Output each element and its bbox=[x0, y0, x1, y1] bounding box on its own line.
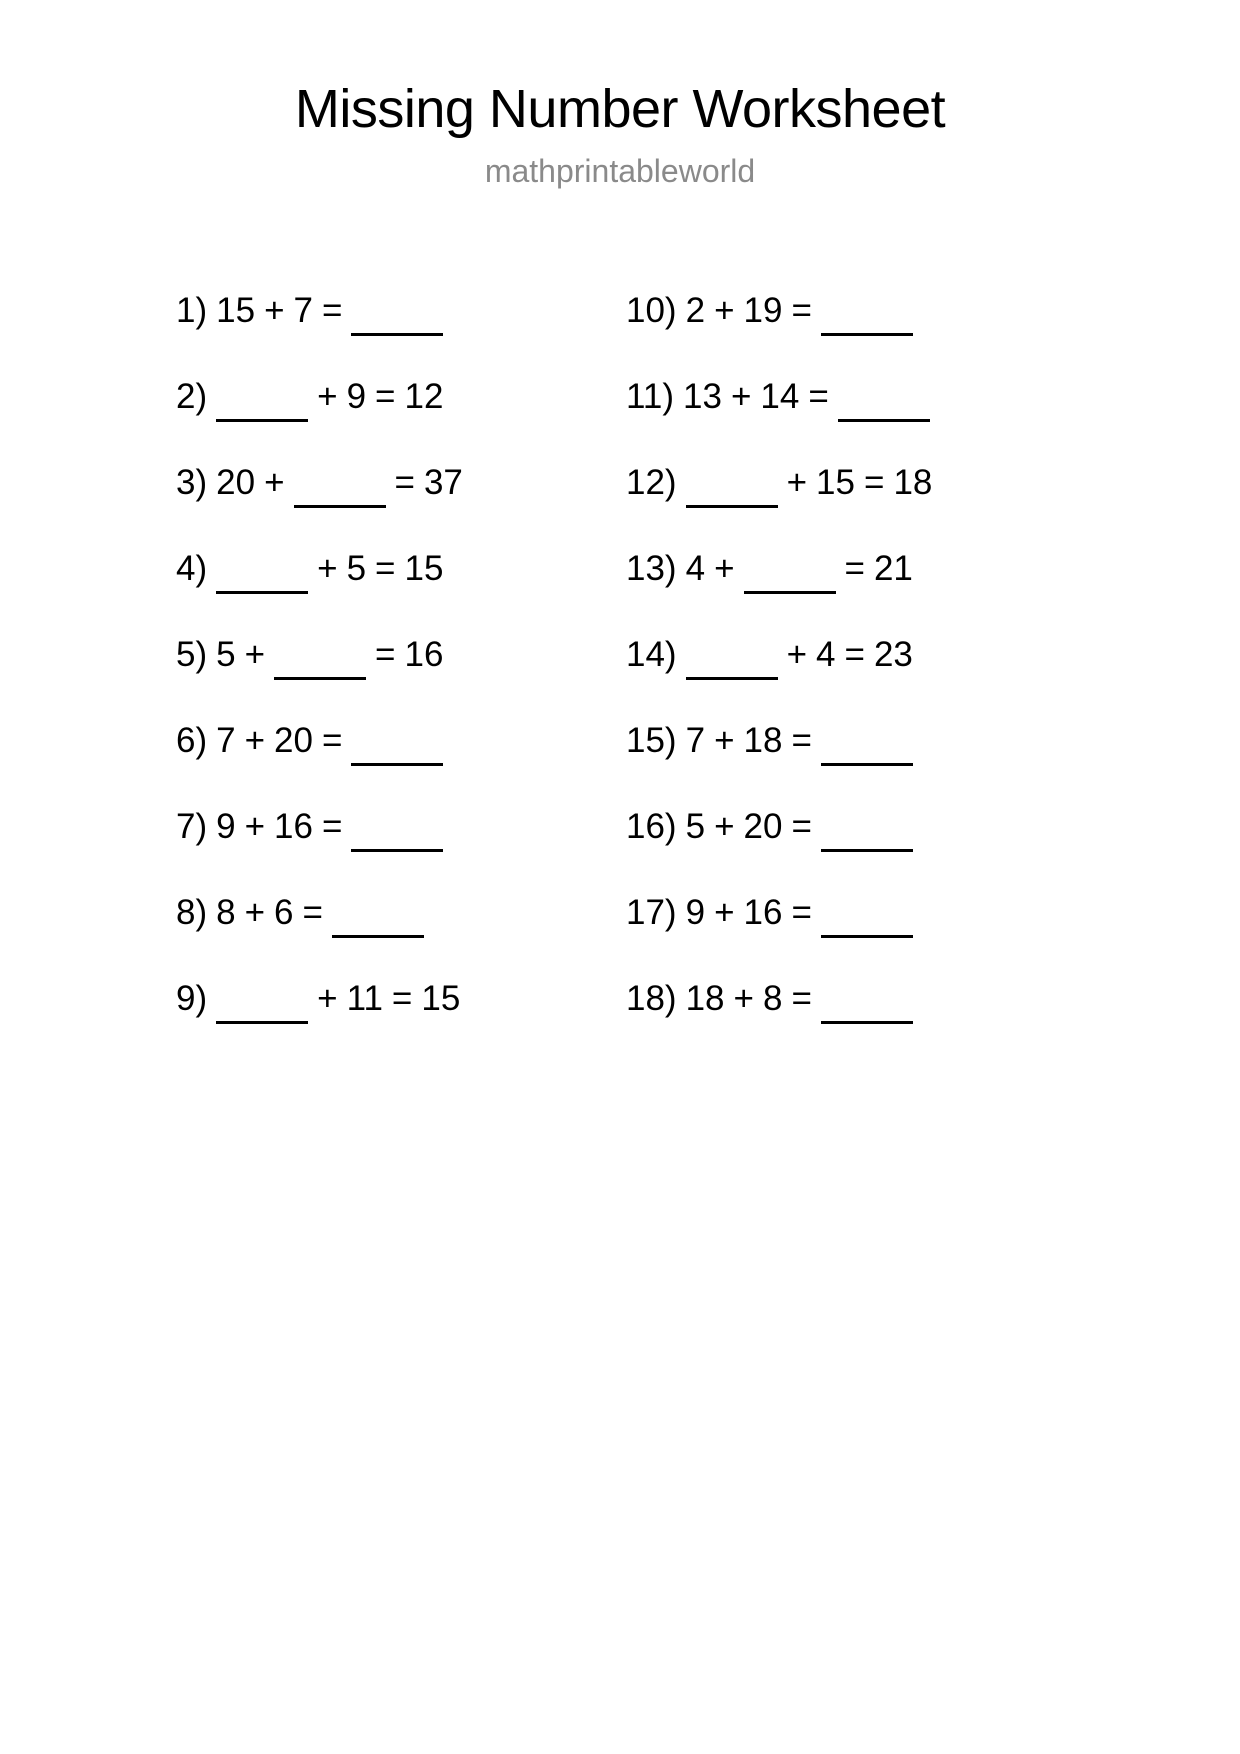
problem-row bbox=[176, 551, 626, 637]
plus-operator: + bbox=[714, 721, 735, 761]
problem-number: 14) bbox=[626, 635, 677, 675]
plus-operator: + bbox=[264, 463, 285, 503]
equals-operator: = bbox=[844, 635, 865, 675]
problem-number: 5) bbox=[176, 635, 208, 675]
problem-expression bbox=[626, 635, 922, 675]
left-column bbox=[176, 293, 626, 1067]
equals-operator: = bbox=[375, 549, 396, 589]
problem-expression bbox=[176, 979, 469, 1019]
answer-blank-result[interactable] bbox=[821, 763, 913, 766]
problem-expression bbox=[176, 549, 452, 589]
worksheet-header bbox=[0, 0, 1240, 189]
problem-number: 4) bbox=[176, 549, 208, 589]
problem-number: 18) bbox=[626, 979, 677, 1019]
operand-b: 20 bbox=[274, 721, 313, 761]
plus-operator: + bbox=[714, 807, 735, 847]
operand-a: 15 bbox=[216, 291, 256, 331]
plus-operator: + bbox=[714, 549, 735, 589]
operand-b: 19 bbox=[743, 291, 783, 331]
problem-expression bbox=[626, 463, 941, 503]
operand-a: 20 bbox=[216, 463, 256, 503]
plus-operator: + bbox=[714, 893, 735, 933]
operand-a: 7 bbox=[685, 721, 706, 761]
answer-blank-result[interactable] bbox=[332, 935, 424, 938]
problem-row bbox=[176, 809, 626, 895]
operand-b: 11 bbox=[346, 979, 383, 1019]
result-value: 12 bbox=[404, 377, 444, 417]
problem-row bbox=[626, 293, 1076, 379]
plus-operator: + bbox=[317, 979, 338, 1019]
operand-a: 13 bbox=[683, 377, 722, 417]
problem-row bbox=[176, 723, 626, 809]
result-value: 23 bbox=[873, 635, 913, 675]
operand-a: 9 bbox=[685, 893, 706, 933]
answer-blank-operand-a[interactable] bbox=[686, 505, 778, 508]
problem-expression bbox=[626, 807, 922, 847]
answer-blank-result[interactable] bbox=[821, 1021, 913, 1024]
problem-row bbox=[176, 293, 626, 379]
right-column bbox=[626, 293, 1076, 1067]
problem-expression bbox=[176, 291, 452, 331]
problem-expression bbox=[176, 893, 433, 933]
result-value: 18 bbox=[893, 463, 933, 503]
problem-number: 1) bbox=[176, 291, 208, 331]
result-value: 21 bbox=[873, 549, 913, 589]
page-title: Missing Number Worksheet bbox=[294, 79, 946, 139]
plus-operator: + bbox=[730, 377, 752, 417]
answer-blank-operand-a[interactable] bbox=[216, 591, 308, 594]
problem-expression bbox=[626, 291, 922, 331]
problem-number: 15) bbox=[626, 721, 677, 761]
problem-expression bbox=[176, 807, 452, 847]
operand-a: 2 bbox=[685, 291, 706, 331]
operand-b: 8 bbox=[762, 979, 783, 1019]
problem-row bbox=[626, 379, 1076, 465]
answer-blank-result[interactable] bbox=[821, 333, 913, 336]
problem-grid bbox=[0, 293, 1240, 1067]
equals-operator: = bbox=[791, 807, 812, 847]
plus-operator: + bbox=[244, 807, 266, 847]
equals-operator: = bbox=[302, 893, 323, 933]
problem-row bbox=[626, 465, 1076, 551]
answer-blank-result[interactable] bbox=[821, 935, 913, 938]
problem-row bbox=[626, 551, 1076, 637]
problem-row bbox=[176, 981, 626, 1067]
answer-blank-operand-a[interactable] bbox=[686, 677, 778, 680]
plus-operator: + bbox=[786, 463, 808, 503]
operand-a: 5 bbox=[216, 635, 236, 675]
operand-a: 9 bbox=[216, 807, 236, 847]
equals-operator: = bbox=[375, 377, 396, 417]
plus-operator: + bbox=[244, 635, 266, 675]
problem-row bbox=[176, 637, 626, 723]
problem-number: 11) bbox=[626, 377, 674, 417]
problem-row bbox=[176, 379, 626, 465]
equals-operator: = bbox=[321, 807, 343, 847]
result-value: 15 bbox=[404, 549, 444, 589]
problem-row bbox=[176, 465, 626, 551]
result-value: 16 bbox=[404, 635, 444, 675]
problem-number: 10) bbox=[626, 291, 677, 331]
equals-operator: = bbox=[844, 549, 865, 589]
problem-expression bbox=[176, 635, 452, 675]
problem-row bbox=[626, 809, 1076, 895]
operand-b: 14 bbox=[760, 377, 800, 417]
problem-expression bbox=[626, 377, 939, 417]
answer-blank-operand-b[interactable] bbox=[274, 677, 366, 680]
equals-operator: = bbox=[394, 463, 415, 503]
answer-blank-operand-a[interactable] bbox=[216, 1021, 308, 1024]
operand-a: 18 bbox=[685, 979, 725, 1019]
result-value: 15 bbox=[421, 979, 461, 1019]
problem-expression bbox=[626, 979, 922, 1019]
equals-operator: = bbox=[808, 377, 829, 417]
page-subtitle: mathprintableworld bbox=[484, 153, 756, 190]
problem-row bbox=[626, 637, 1076, 723]
problem-expression bbox=[176, 463, 472, 503]
equals-operator: = bbox=[791, 979, 812, 1019]
answer-blank-result[interactable] bbox=[351, 763, 443, 766]
operand-b: 4 bbox=[816, 635, 836, 675]
operand-b: 9 bbox=[346, 377, 367, 417]
problem-expression bbox=[176, 377, 452, 417]
problem-expression bbox=[626, 893, 922, 933]
problem-expression bbox=[176, 721, 452, 761]
problem-number: 3) bbox=[176, 463, 208, 503]
problem-row bbox=[626, 723, 1076, 809]
operand-a: 7 bbox=[216, 721, 236, 761]
problem-number: 9) bbox=[176, 979, 208, 1019]
equals-operator: = bbox=[391, 979, 413, 1019]
answer-blank-result[interactable] bbox=[351, 333, 443, 336]
operand-b: 6 bbox=[274, 893, 294, 933]
problem-number: 2) bbox=[176, 377, 208, 417]
equals-operator: = bbox=[321, 721, 343, 761]
plus-operator: + bbox=[264, 291, 285, 331]
operand-b: 16 bbox=[743, 893, 783, 933]
problem-number: 8) bbox=[176, 893, 208, 933]
problem-expression bbox=[626, 721, 922, 761]
problem-row bbox=[626, 981, 1076, 1067]
equals-operator: = bbox=[321, 291, 343, 331]
operand-a: 5 bbox=[685, 807, 706, 847]
answer-blank-operand-b[interactable] bbox=[744, 591, 836, 594]
problem-number: 13) bbox=[626, 549, 677, 589]
plus-operator: + bbox=[714, 291, 735, 331]
problem-row bbox=[176, 895, 626, 981]
operand-b: 16 bbox=[274, 807, 313, 847]
problem-number: 17) bbox=[626, 893, 677, 933]
plus-operator: + bbox=[733, 979, 754, 1019]
problem-expression bbox=[626, 549, 922, 589]
operand-b: 20 bbox=[743, 807, 783, 847]
answer-blank-result[interactable] bbox=[821, 849, 913, 852]
operand-b: 18 bbox=[743, 721, 783, 761]
equals-operator: = bbox=[791, 893, 812, 933]
plus-operator: + bbox=[317, 377, 338, 417]
operand-a: 4 bbox=[685, 549, 706, 589]
answer-blank-result[interactable] bbox=[351, 849, 443, 852]
plus-operator: + bbox=[786, 635, 808, 675]
problem-number: 6) bbox=[176, 721, 208, 761]
equals-operator: = bbox=[791, 291, 812, 331]
plus-operator: + bbox=[244, 721, 266, 761]
equals-operator: = bbox=[863, 463, 885, 503]
answer-blank-operand-a[interactable] bbox=[216, 419, 308, 422]
problem-row bbox=[626, 895, 1076, 981]
operand-b: 5 bbox=[346, 549, 367, 589]
problem-number: 16) bbox=[626, 807, 677, 847]
plus-operator: + bbox=[244, 893, 266, 933]
result-value: 37 bbox=[423, 463, 463, 503]
answer-blank-result[interactable] bbox=[838, 419, 930, 422]
equals-operator: = bbox=[375, 635, 396, 675]
problem-number: 7) bbox=[176, 807, 208, 847]
operand-b: 15 bbox=[816, 463, 855, 503]
answer-blank-operand-b[interactable] bbox=[294, 505, 386, 508]
operand-a: 8 bbox=[216, 893, 236, 933]
equals-operator: = bbox=[791, 721, 812, 761]
operand-b: 7 bbox=[293, 291, 313, 331]
plus-operator: + bbox=[317, 549, 338, 589]
problem-number: 12) bbox=[626, 463, 677, 503]
